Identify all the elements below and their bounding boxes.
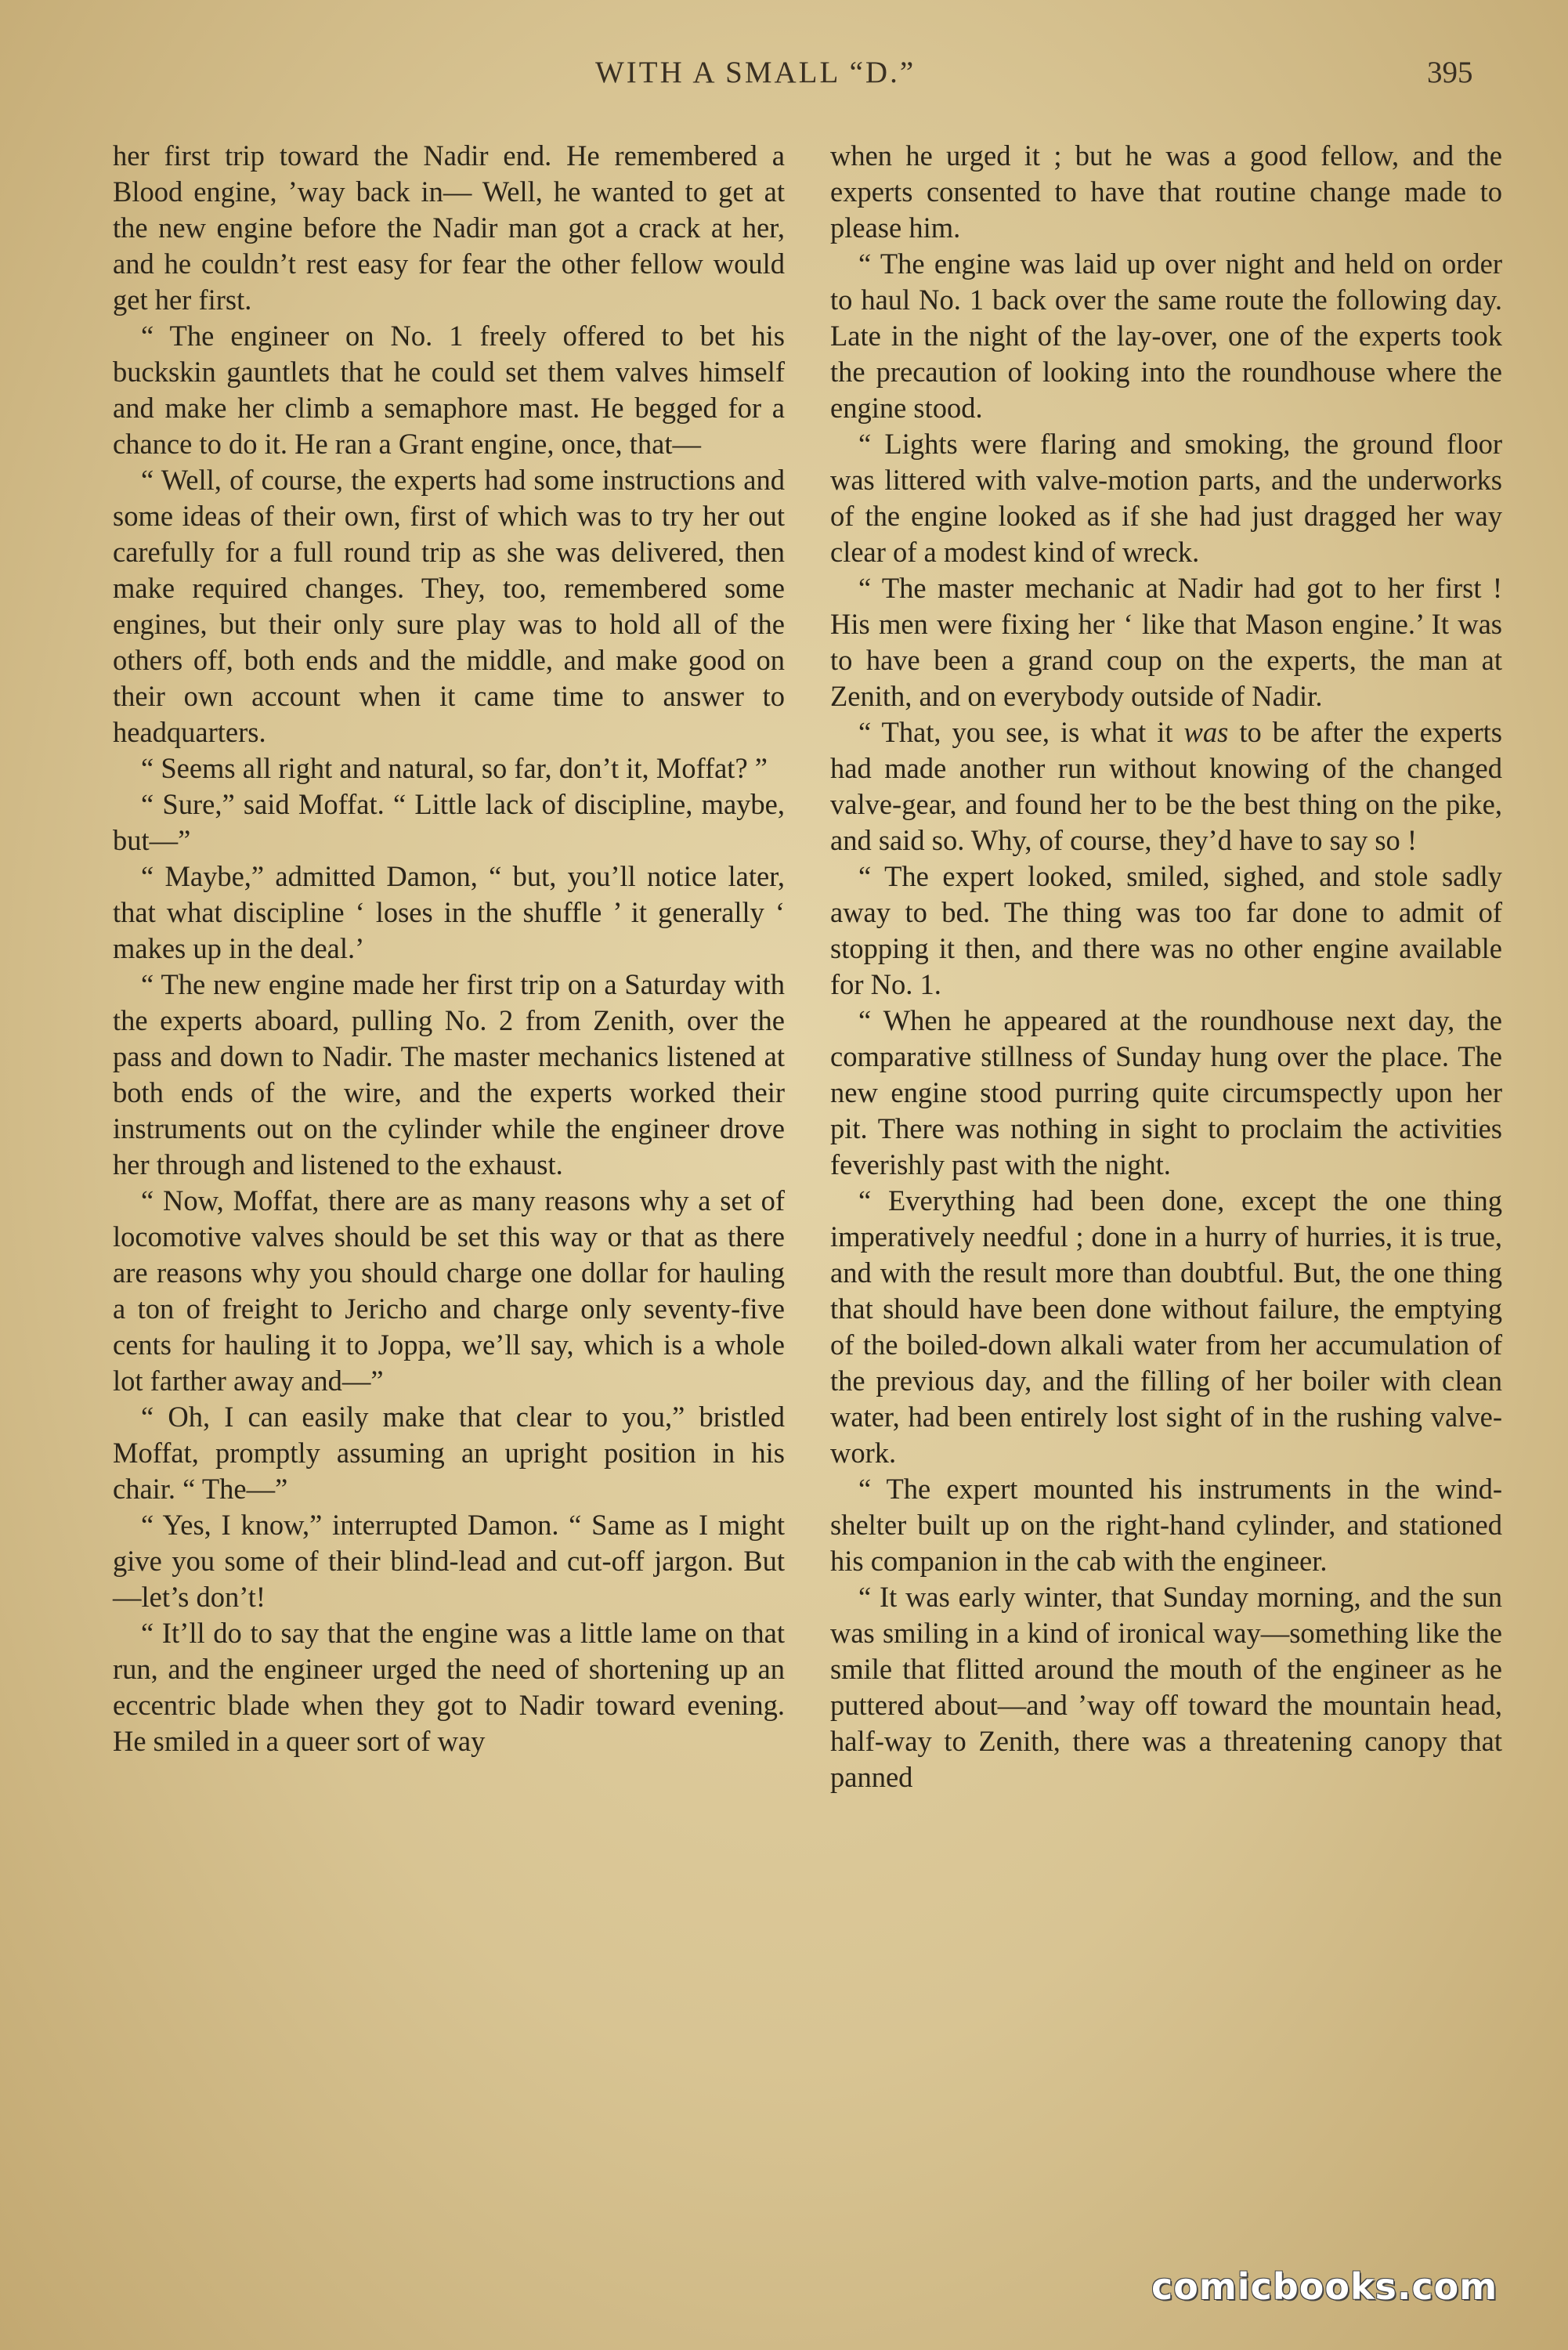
paragraph: “ Yes, I know,” interrupted Damon. “ Same as I might give you some of their blind-lead and cut-off jargon. But—let’s don’t! bbox=[113, 1509, 785, 1613]
paragraph: “ It’ll do to say that the engine was a little lame on that run, and the engineer urged the need of shortening up an eccentric blade when they got to Nadir toward evening. He smiled in a queer sort of way bbox=[113, 1617, 785, 1757]
site-watermark: comicbooks.com bbox=[1151, 2265, 1498, 2308]
paragraph: “ Seems all right and natural, so far, don’t it, Moffat? ” bbox=[141, 752, 768, 784]
paragraph: “ Now, Moffat, there are as many reasons why a set of locomotive valves should be set this way or that as there are reasons why you should charge one dollar for hauling a ton of freight to Jericho and charge only seventy-five cents for hauling it to Joppa, we’ll say, which is a whole lot farther away and—” bbox=[113, 1184, 785, 1397]
paragraph: “ That, you see, is what it was to be after the experts had made another run without knowing of the changed valve-gear, and found her to be the best thing on the pike, and said so. Why, of course, they’d have to say so ! bbox=[830, 716, 1502, 856]
paragraph: “ The expert looked, smiled, sighed, and stole sadly away to bed. The thing was too far done to admit of stopping it then, and there was no other engine available for No. 1. bbox=[830, 860, 1502, 1000]
paragraph: when he urged it ; but he was a good fellow, and the experts consented to have that routine change made to please him. bbox=[830, 139, 1502, 244]
paragraph: her first trip toward the Nadir end. He remembered a Blood engine, ’way back in— Well, he wanted to get at the new engine before the Nadir man got a crack at her, and he couldn’t rest easy for fear the other fellow would get her first. bbox=[113, 139, 785, 316]
paragraph: “ The engine was laid up over night and held on order to haul No. 1 back over the same route the following day. Late in the night of the lay-over, one of the experts took the precaution of looking into the roundhouse where the engine stood. bbox=[830, 248, 1502, 424]
page-header bbox=[0, 55, 1568, 102]
right-column bbox=[830, 138, 1502, 1795]
paragraph: “ The new engine made her first trip on a Saturday with the experts aboard, pulling No. 2 from Zenith, over the pass and down to Nadir. The master mechanics listened at both ends of the wire, and the experts worked their instruments out on the cylinder while the engineer drove her through and listened to the exhaust. bbox=[113, 968, 785, 1180]
paragraph: “ Maybe,” admitted Damon, “ but, you’ll notice later, that what discipline ‘ loses in the shuffle ’ it generally ‘ makes up in the deal.’ bbox=[113, 860, 785, 964]
paragraph: “ Everything had been done, except the one thing imperatively needful ; done in a hurry of hurries, it is true, and with the result more than doubtful. But, the one thing that should have been done without failure, the emptying of the boiled-down alkali water from her accumulation of the previous day, and the filling of her boiler with clean water, had been entirely lost sight of in the rushing valve-work. bbox=[830, 1184, 1502, 1469]
left-column bbox=[113, 138, 785, 1759]
paragraph: “ Sure,” said Moffat. “ Little lack of discipline, maybe, but—” bbox=[113, 788, 785, 856]
paragraph: “ The engineer on No. 1 freely offered to bet his buckskin gauntlets that he could set them valves himself and make her climb a semaphore mast. He begged for a chance to do it. He ran a Grant engine, once, that— bbox=[113, 320, 785, 460]
paragraph: “ Oh, I can easily make that clear to you,” bristled Moffat, promptly assuming an upright position in his chair. “ The—” bbox=[113, 1401, 785, 1505]
page-number: 395 bbox=[1427, 56, 1473, 89]
paragraph: “ It was early winter, that Sunday morning, and the sun was smiling in a kind of ironical way—something like the smile that flitted around the mouth of the engineer as he puttered about—and ’way off toward the mountain head, half-way to Zenith, there was a threatening canopy that panned bbox=[830, 1581, 1502, 1793]
paragraph: “ The expert mounted his instruments in the wind-shelter built up on the right-hand cylinder, and stationed his companion in the cab with the engineer. bbox=[830, 1473, 1502, 1577]
running-title: WITH A SMALL “D.” bbox=[595, 56, 916, 89]
paragraph: “ The master mechanic at Nadir had got to her first ! His men were fixing her ‘ like that Mason engine.’ It was to have been a grand coup on the experts, the man at Zenith, and on everybody outside of Nadir. bbox=[830, 572, 1502, 712]
paragraph: “ Lights were flaring and smoking, the ground floor was littered with valve-motion parts, and the underworks of the engine looked as if she had just dragged her way clear of a modest kind of wreck. bbox=[830, 428, 1502, 568]
paragraph: “ Well, of course, the experts had some instructions and some ideas of their own, first of which was to try her out carefully for a full round trip as she was delivered, then make required changes. They, too, remembered some engines, but their only sure play was to hold all of the others off, both ends and the middle, and make good on their own account when it came time to answer to headquarters. bbox=[113, 464, 785, 748]
paragraph: “ When he appeared at the roundhouse next day, the comparative stillness of Sunday hung over the place. The new engine stood purring quite circumspectly upon her pit. There was nothing in sight to proclaim the activities feverishly past with the night. bbox=[830, 1004, 1502, 1180]
